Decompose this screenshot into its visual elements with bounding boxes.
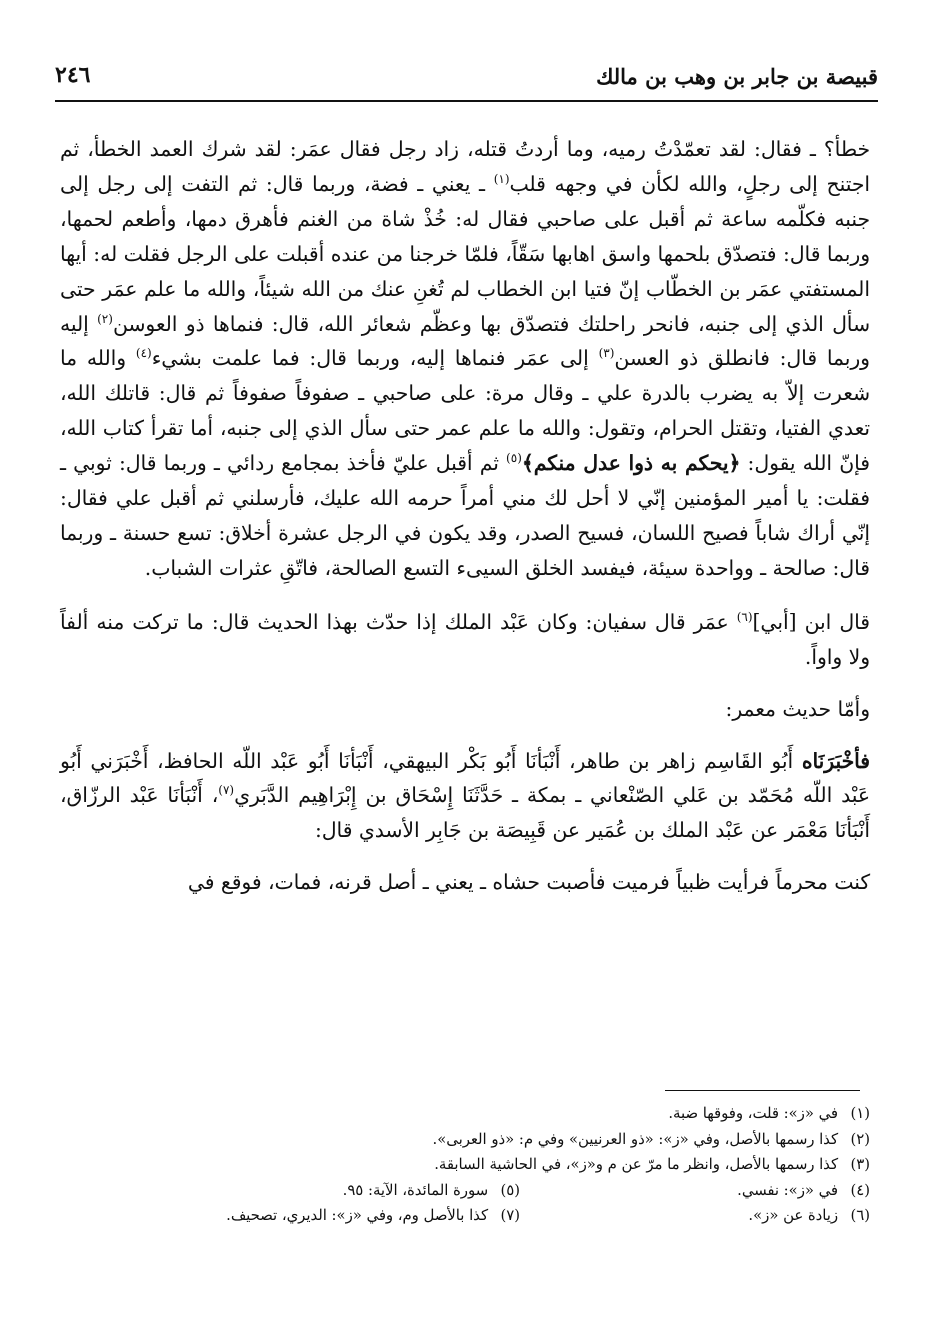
text-run: عمَر قال سفيان: وكان عَبْد الملك إذا حدّث بهذا الحديث قال: ما تركت منه ألفاً ولا واواً. xyxy=(60,609,870,669)
footnote-ref-5: (٥) xyxy=(506,451,522,466)
footnote-row xyxy=(60,1203,870,1229)
footnote-ref-3: (٣) xyxy=(598,346,615,361)
paragraph-narration xyxy=(60,132,870,586)
footnote-text: كذا رسمها بالأصل، وانظر ما مرّ عن م و«ز»، في الحاشية السابقة. xyxy=(434,1156,838,1173)
footnote-number: (٤) xyxy=(850,1181,870,1199)
text-run: ، أَنْبَأنَا عَبْد الرزّاق، أَنْبَأنَا مَعْمَر عن عَبْد الملك بن عُمَير عن قَبِيصَة بن جَابِر الأسدي قال: xyxy=(60,783,870,843)
footnote-row xyxy=(60,1127,870,1153)
paragraph-ibn-abi-umar xyxy=(60,605,870,675)
header-title: قبيصة بن جابر بن وهب بن مالك xyxy=(596,64,878,89)
footnote-ref-6: (٦) xyxy=(736,610,753,625)
text-run: إليه وربما قال: فانطلق ذو العسن xyxy=(60,311,870,371)
text-run: قال ابن [أبي] xyxy=(752,609,870,634)
footnote-4 xyxy=(520,1178,870,1204)
paragraph-mamar-heading: وأمّا حديث معمر: xyxy=(725,696,870,721)
isnad-lead: فأخْبَرَنَاه xyxy=(801,748,870,773)
footnote-5 xyxy=(343,1178,520,1204)
footnote-row xyxy=(60,1101,870,1127)
footnote-text: كذا بالأصل وم، وفي «ز»: الديري، تصحيف. xyxy=(226,1207,488,1224)
main-text xyxy=(60,132,870,900)
text-run: أَبُو القَاسِم زاهر بن طاهر، أَنْبَأنَا أَبُو بَكْر البيهقي، أَنْبَأنَا أَبُو عَبْد اللّه الحافظ، أَخْبَرَني أَبُو عَبْد اللّه مُحَمّد بن عَلي الصّنْعاني ـ بمكة ـ حَدَّثَنَا إِسْحَاق بن إِبْرَاهِيم الدَّبَري xyxy=(60,748,870,808)
footnote-number: (٦) xyxy=(850,1207,870,1224)
footnote-7 xyxy=(226,1203,520,1229)
text-run: والله ما شعرت إلاّ به يضرب بالدرة علي ـ وقال مرة: على صاحبي ـ صفوفاً صفوفاً ثم قال: قاتلك الله، تعدي الفتيا، وتقتل الحرام، وتقول: والله ما علم عمر حتى سأل الذي إلى جنبه، أما تقرأ كتاب الله، فإنّ الله يقول: xyxy=(60,346,870,476)
footnotes xyxy=(60,1101,870,1229)
footnote-2 xyxy=(433,1127,870,1153)
quran-verse: ﴿يحكم به ذوا عدل منكم﴾ xyxy=(521,451,741,476)
text-run: ثم أقبل عليّ فأخذ بمجامع ردائي ـ وربما قال: ثوبي ـ فقلت: يا أمير المؤمنين إنّي لا أحل لك مني أمراً حرمه الله عليك، فأرسلني ثم أقبل علي فقال: إنّي أراك شاباً فصيح اللسان، فسيح الصدر، وقد يكون في الرجل عشرة أخلاق: تسع حسنة ـ وربما قال: صالحة ـ وواحدة سيئة، فيفسد الخلق السيىء التسع الصالحة، فاتّقِ عثرات الشباب. xyxy=(60,451,870,580)
footnote-1 xyxy=(668,1101,870,1127)
footnote-number: (٢) xyxy=(850,1130,870,1148)
footnote-rule xyxy=(665,1090,860,1091)
text-run: ـ يعني ـ فضة، وربما قال: ثم التفت إلى رجل إلى جنبه فكلّمه ساعة ثم أقبل على صاحبي فقال له: خُذْ شاة من الغنم فأهرق دمها، وأطعم لحمها، وربما قال: فتصدّق بلحمها واسق اهابها سَقّاً، فلمّا خرجنا من عنده أقبلت على الرجل فقلت له: أيها المستفتي عمَر بن الخطّاب إنّ فتيا ابن الخطاب لم تُغنِ عنك من الله شيئاً، والله ما علم عمَر حتى سأل الذي إلى جنبه، فانحر راحلتك فتصدّق بها وعظّم شعائر الله، قال: فنماها ذو العوسن xyxy=(60,171,870,336)
footnote-text: كذا رسمها بالأصل، وفي «ز»: «ذو العرنيين» وفي م: «ذو العربى». xyxy=(432,1130,838,1148)
footnote-text: في «ز»: نفسي. xyxy=(737,1181,838,1199)
header-rule xyxy=(55,100,878,102)
footnote-3 xyxy=(434,1152,870,1178)
text-run: خطأ؟ ـ فقال: لقد تعمّدْتُ رميه، وما أردتُ قتله، زاد رجل فقال عمَر: لقد شرك العمد الخطأ، ثم اجتنح إلى رجلٍ، والله لكأن في وجهه قلب xyxy=(60,137,870,196)
footnote-ref-1: (١) xyxy=(493,172,510,187)
footnote-ref-2: (٢) xyxy=(97,311,113,326)
footnote-number: (٥) xyxy=(500,1181,520,1199)
text-run: إلى عمَر فنماها إليه، وربما قال: فما علمت بشيء xyxy=(151,346,599,371)
footnote-6 xyxy=(520,1203,870,1229)
page-number: ٢٤٦ xyxy=(55,62,91,88)
paragraph-hadith-start: كنت محرماً فرأيت ظبياً فرميت فأصبت حشاه ـ يعني ـ أصل قرنه، فمات، فوقع في xyxy=(187,870,870,895)
footnote-number: (١) xyxy=(850,1105,870,1122)
footnote-ref-7: (٧) xyxy=(218,783,235,798)
footnote-ref-4: (٤) xyxy=(135,346,152,361)
footnote-row xyxy=(60,1178,870,1204)
footnote-number: (٣) xyxy=(850,1156,870,1173)
footnote-text: في «ز»: قلت، وفوقها ضبة. xyxy=(668,1105,838,1122)
footnote-text: سورة المائدة، الآية: ٩٥. xyxy=(342,1181,488,1199)
footnote-number: (٧) xyxy=(500,1207,520,1224)
footnote-text: زيادة عن «ز». xyxy=(748,1207,838,1224)
running-header xyxy=(55,58,878,98)
footnote-row xyxy=(60,1152,870,1178)
paragraph-isnad xyxy=(60,744,870,849)
